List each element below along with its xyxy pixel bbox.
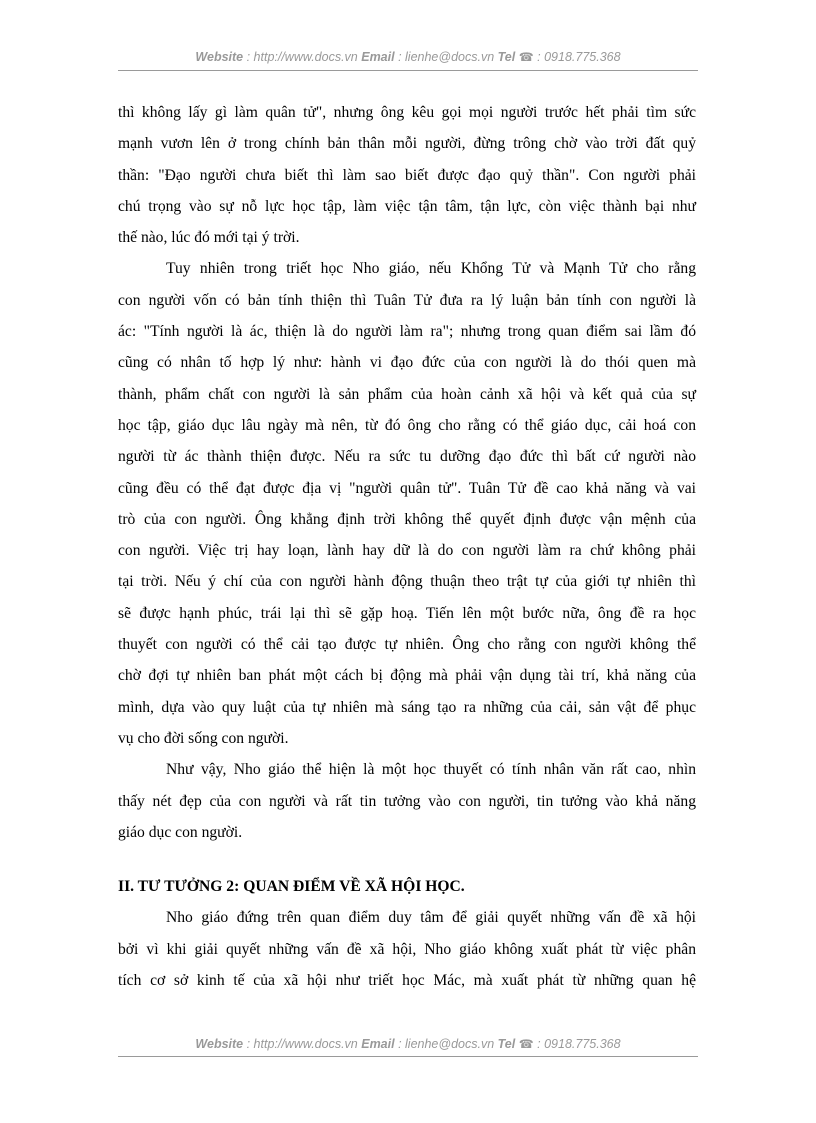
footer-divider: [118, 1056, 698, 1057]
page-header: [118, 50, 698, 64]
tel-label: Tel: [497, 1037, 516, 1051]
text-line: thế nào, lúc đó mới tại ý trời.: [118, 229, 300, 247]
page-footer: [118, 1037, 698, 1051]
text-line: trò của con người. Ông khẳng định trời không thể quyết định được vận mệnh của: [118, 510, 696, 528]
text-line: tại trời. Nếu ý chí của con người hành động thuận theo trật tự của giới tự nhiên thì: [118, 573, 696, 591]
text-line: thấy nét đẹp của con người và rất tin tưởng vào con người, tin tưởng vào khả năng: [118, 792, 696, 810]
text-line: giáo dục con người.: [118, 823, 243, 841]
website-value: : http://www.docs.vn: [243, 1037, 362, 1051]
website-label: Website: [195, 1037, 244, 1051]
tel-value: : 0918.775.368: [533, 1037, 621, 1051]
text-line: bởi vì khi giải quyết những vấn đề xã hội, Nho giáo không xuất phát từ việc phân: [118, 940, 696, 958]
text-line: chú trọng vào sự nỗ lực học tập, làm việc tận tâm, tận lực, còn việc thành bại như: [118, 197, 696, 215]
text-line: thuyết con người có thể cải tạo được tự nhiên. Ông cho rằng con người không thể: [118, 636, 696, 654]
email-value: : lienhe@docs.vn: [394, 50, 498, 64]
text-line: học tập, giáo dục lâu ngày mà nên, từ đó ông cho rằng có thể giáo dục, cải hoá con: [118, 416, 696, 434]
text-line: ác: "Tính người là ác, thiện là do người làm ra"; nhưng trong quan điểm sai lầm đó: [118, 323, 696, 341]
text-line: con người vốn có bản tính thiện thì Tuân Tử đưa ra lý luận bản tính con người là: [118, 291, 696, 309]
text-line: thần: "Đạo người chưa biết thì làm sao biết được đạo quỷ thần". Con người phải: [118, 166, 696, 184]
section-heading: II. TƯ TƯỞNG 2: QUAN ĐIỂM VỀ XÃ HỘI HỌC.: [118, 878, 465, 896]
text-line: mạnh vươn lên ở trong chính bản thân mỗi người, đừng trông chờ vào trời đất quỷ: [118, 135, 696, 153]
email-label: Email: [361, 50, 395, 64]
text-line: thì không lấy gì làm quân tử", nhưng ông kêu gọi mọi người trước hết phải tìm sức: [118, 104, 696, 121]
document-body: [118, 97, 696, 996]
email-value: : lienhe@docs.vn: [394, 1037, 498, 1051]
text-line: chờ đợi tự nhiên ban phát một cách bị động mà phải vận dụng tài trí, khả năng của: [118, 667, 696, 685]
tel-label: Tel: [497, 50, 516, 64]
text-line: con người. Việc trị hay loạn, lành hay dữ là do con người làm ra chứ không phải: [118, 542, 696, 560]
text-line: sẽ được hạnh phúc, trái lại thì sẽ gặp hoạ. Tiến lên một bước nữa, ông đề ra học: [118, 604, 696, 622]
text-line: mình, dựa vào quy luật của tự nhiên mà sáng tạo ra những của cải, sản vật để phục: [118, 698, 696, 716]
text-line: Nho giáo đứng trên quan điểm duy tâm để giải quyết những vấn đề xã hội: [166, 909, 696, 927]
text-line: cũng đều có thể đạt được địa vị "người quân tử". Tuân Tử đề cao khả năng và vai: [118, 479, 696, 497]
text-line: thành, phẩm chất con người là sản phẩm của hoàn cảnh xã hội và kết quả của sự: [118, 385, 696, 403]
text-line: tích cơ sở kinh tế của xã hội như triết học Mác, mà xuất phát từ những quan hệ: [118, 972, 696, 990]
phone-icon: ☎: [518, 50, 534, 64]
tel-value: : 0918.775.368: [533, 50, 621, 64]
text-line: cũng có nhân tố hợp lý như: hành vi đạo đức của con người là do thói quen mà: [118, 354, 696, 372]
text-line: vụ cho đời sống con người.: [118, 729, 289, 747]
phone-icon: ☎: [518, 1037, 534, 1051]
header-divider: [118, 70, 698, 71]
text-line: Như vậy, Nho giáo thể hiện là một học thuyết có tính nhân văn rất cao, nhìn: [166, 761, 696, 779]
text-line: người từ ác thành thiện được. Nếu ra sức tu dưỡng đạo đức thì bất cứ người nào: [118, 448, 696, 466]
website-label: Website: [195, 50, 244, 64]
text-line: Tuy nhiên trong triết học Nho giáo, nếu Khổng Tử và Mạnh Tử cho rằng: [166, 260, 696, 278]
email-label: Email: [361, 1037, 395, 1051]
website-value: : http://www.docs.vn: [243, 50, 362, 64]
